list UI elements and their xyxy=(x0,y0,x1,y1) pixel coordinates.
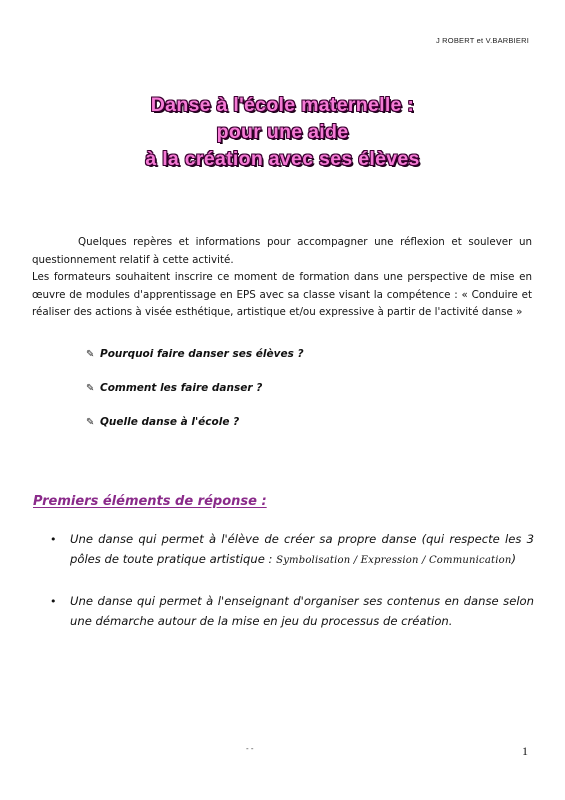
bullet-script-text: Symbolisation / Expression / Communication xyxy=(276,554,512,566)
bullet-marker: • xyxy=(50,595,57,608)
question-list xyxy=(86,344,506,446)
intro-paragraph-1: Quelques repères et informations pour accompagner une réflexion et soulever un questionnement relatif à cette activité. xyxy=(32,236,532,266)
pencil-arrow-icon: ✎ xyxy=(86,417,95,428)
page-number: 1 xyxy=(522,744,528,758)
header-authors: J ROBERT et V.BARBIERI xyxy=(435,36,529,45)
title-line-3: à la création avec ses élèves xyxy=(145,148,420,170)
title-line-1: Danse à l'école maternelle : xyxy=(150,94,415,116)
question-item xyxy=(86,344,506,378)
bullet-text-1: Une danse qui permet à l'élève de créer sa propre danse (qui respecte les 3 pôles de toute pratique artistique : xyxy=(70,532,534,566)
footer-mark: - - xyxy=(246,744,254,753)
pencil-arrow-icon: ✎ xyxy=(86,383,95,394)
document-title xyxy=(0,92,565,173)
bullet-text-2: Une danse qui permet à l'enseignant d'organiser ses contenus en danse selon une démarche autour de la mise en jeu du processus de création. xyxy=(70,594,534,628)
list-item xyxy=(48,530,534,570)
question-item xyxy=(86,412,506,446)
bullet-list xyxy=(48,530,534,653)
pencil-arrow-icon: ✎ xyxy=(86,349,95,360)
question-text: Pourquoi faire danser ses élèves ? xyxy=(100,348,304,360)
question-text: Quelle danse à l'école ? xyxy=(100,416,240,428)
intro-paragraph-2: Les formateurs souhaitent inscrire ce moment de formation dans une perspective de mise en œuvre de modules d'apprentissage en EPS avec sa classe visant la compétence : « Conduire et réaliser des actions à visée esthétique, artistique et/ou expressive à partir de l'activité danse » xyxy=(32,271,532,318)
section-title: Premiers éléments de réponse : xyxy=(33,494,267,509)
question-item xyxy=(86,378,506,412)
intro-text xyxy=(32,234,532,322)
list-item xyxy=(48,592,534,631)
bullet-close-paren: ) xyxy=(511,551,517,566)
title-line-2: pour une aide xyxy=(216,121,349,143)
bullet-marker: • xyxy=(50,533,57,546)
question-text: Comment les faire danser ? xyxy=(100,382,263,394)
